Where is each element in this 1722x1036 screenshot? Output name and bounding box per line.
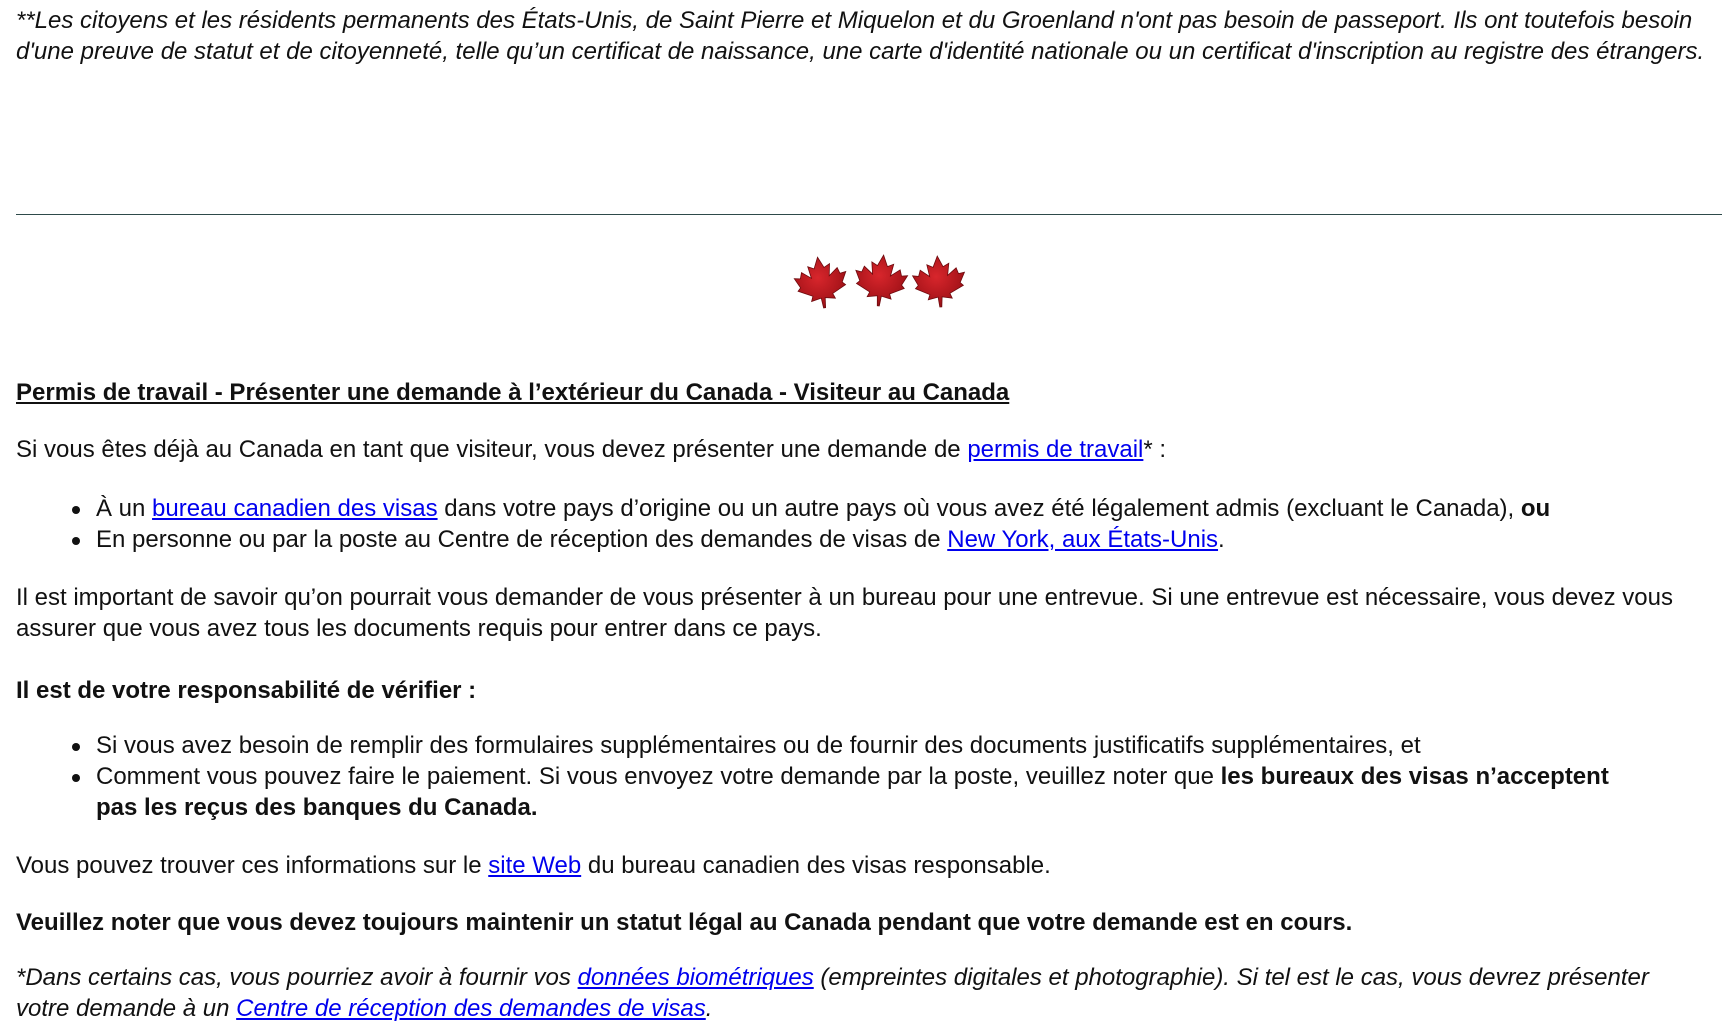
list-item: Comment vous pouvez faire le paiement. Si vous envoyez votre demande par la poste, veuillez noter que les bureaux des visas n’acceptent pas les reçus des banques du Canada. (16, 761, 1636, 823)
biometrics-footnote: *Dans certains cas, vous pourriez avoir à fournir vos données biométriques (empreintes digitales et photographie). Si tel est le cas, vous devrez présenter votre demande à un Centre de réception des demandes de visas. (16, 964, 1649, 1022)
legal-status-warning: Veuillez noter que vous devez toujours maintenir un statut légal au Canada pendant que votre demande est en cours. (16, 909, 1353, 936)
visa-office-link[interactable]: bureau canadien des visas (152, 495, 438, 522)
list-item: À un bureau canadien des visas dans votre pays d’origine ou un autre pays où vous avez été légalement admis (excluant le Canada), ou (16, 493, 1716, 524)
list-item: En personne ou par la poste au Centre de réception des demandes de visas de New York, aux États-Unis. (16, 524, 1716, 555)
intro-paragraph: Si vous êtes déjà au Canada en tant que visiteur, vous devez présenter une demande de permis de travail* : (16, 436, 1167, 463)
passport-footnote: **Les citoyens et les résidents permanents des États-Unis, de Saint Pierre et Miquelon et du Groenland n'ont pas besoin de passeport. Ils ont toutefois besoin d'une preuve de statut et de citoyenneté, telle qu’un certificat de naissance, une carte d'identité nationale ou un certificat d'inscription au registre des étrangers. (16, 7, 1705, 65)
responsibility-list (16, 730, 1636, 823)
new-york-link[interactable]: New York, aux États-Unis (947, 526, 1219, 553)
responsibility-heading: Il est de votre responsabilité de vérifier : (16, 677, 477, 704)
biometrics-link[interactable]: données biométriques (577, 964, 814, 991)
section-heading: Permis de travail - Présenter une demande à l’extérieur du Canada - Visiteur au Canada (16, 379, 1010, 406)
work-permit-link[interactable]: permis de travail (967, 436, 1144, 463)
maple-leaf-icon (792, 254, 851, 310)
website-link[interactable]: site Web (488, 852, 582, 879)
interview-paragraph: Il est important de savoir qu’on pourrait vous demander de vous présenter à un bureau pour une entrevue. Si une entrevue est nécessaire, vous devez vous assurer que vous avez tous les documents requis pour entrer dans ce pays. (16, 584, 1673, 642)
visa-application-centre-link[interactable]: Centre de réception des demandes de visas (236, 995, 706, 1022)
maple-leaf-icon (911, 254, 966, 309)
maple-leaves-decoration (781, 250, 981, 310)
maple-leaf-icon (852, 252, 909, 308)
info-paragraph: Vous pouvez trouver ces informations sur le site Web du bureau canadien des visas responsable. (16, 852, 1051, 879)
application-options-list (16, 493, 1716, 555)
list-item: Si vous avez besoin de remplir des formulaires supplémentaires ou de fournir des documents justificatifs supplémentaires, et (16, 730, 1636, 761)
horizontal-divider (16, 214, 1722, 215)
